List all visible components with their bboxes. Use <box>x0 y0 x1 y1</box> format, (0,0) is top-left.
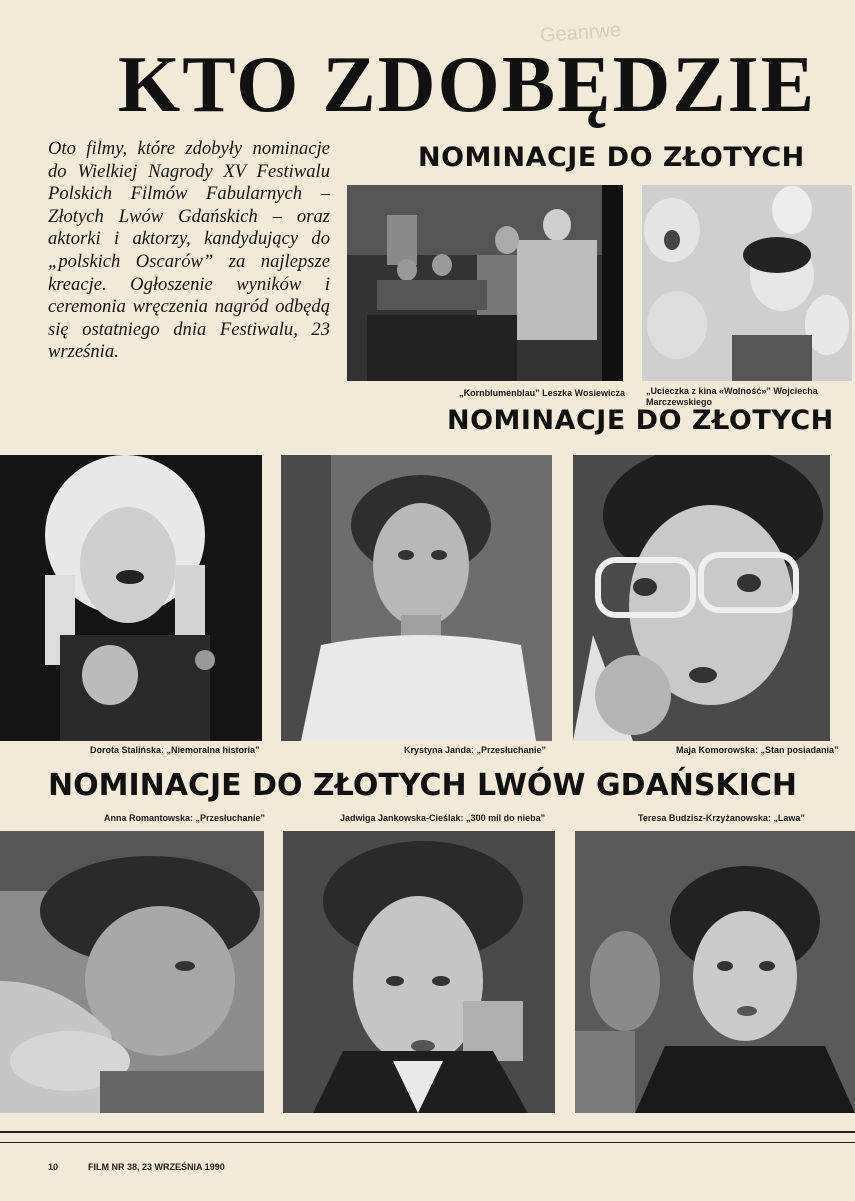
section-title-lead-actresses: NOMINACJE DO ZŁOTYCH <box>447 405 834 436</box>
caption-support1: Anna Romantowska: „Przesłuchanie” <box>104 813 266 823</box>
film-still-graphic <box>347 185 623 381</box>
headline: KTO ZDOBĘDZIE <box>118 41 817 129</box>
caption-lead1: Dorota Stalińska: „Niemoralna historia” <box>90 745 260 755</box>
caption-film1: „Kornblumenblau” Leszka Wosiewicza <box>459 388 625 398</box>
caption-support2: Jadwiga Jankowska-Cieślak: „300 mil do nieba” <box>340 813 546 823</box>
portrait-graphic <box>283 831 555 1113</box>
section-title-supporting-actresses: NOMINACJE DO ZŁOTYCH LWÓW GDAŃSKICH <box>48 768 797 803</box>
footer-rule-thick <box>0 1131 855 1133</box>
portrait-graphic <box>573 455 830 741</box>
photo-teresa-budzisz-krzyzanowska <box>575 831 855 1113</box>
film-photo-kornblumenblau <box>347 185 623 381</box>
portrait-graphic <box>0 455 262 741</box>
photo-anna-romantowska <box>0 831 264 1113</box>
caption-support3: Teresa Budzisz-Krzyżanowska: „Lawa” <box>638 813 805 823</box>
footer-rule-thin <box>0 1142 855 1143</box>
page-number: 10 <box>48 1162 59 1172</box>
caption-film2: „Ucieczka z kina «Wolność»” Wojciecha Marczewskiego <box>646 386 818 407</box>
portrait-graphic <box>575 831 855 1113</box>
intro-paragraph: Oto filmy, które zdobyły nominacje do Wielkiej Nagrody XV Festiwalu Polskich Filmów Fabularnych – Złotych Lwów Gdańskich – oraz aktorki i aktorzy, kandydujący do „polskich Oscarów” za najlepsze kreacje. Ogłoszenie wyników i ceremonia wręczenia nagród odbędą się ostatniego dnia Festiwalu, 23 września. <box>48 138 330 363</box>
faint-stamp-text: Geanrwe <box>539 19 622 47</box>
issue-info: FILM NR 38, 23 WRZEŚNIA 1990 <box>88 1162 225 1172</box>
photo-dorota-stalinska <box>0 455 262 741</box>
photo-jadwiga-jankowska-cieslak <box>283 831 555 1113</box>
film-photo-ucieczka <box>642 185 852 381</box>
film-still-graphic <box>642 185 852 381</box>
caption-lead3: Maja Komorowska: „Stan posiadania” <box>676 745 839 755</box>
portrait-graphic <box>281 455 552 741</box>
photo-krystyna-janda <box>281 455 552 741</box>
photo-maja-komorowska <box>573 455 830 741</box>
section-title-films: NOMINACJE DO ZŁOTYCH <box>418 142 805 173</box>
portrait-graphic <box>0 831 264 1113</box>
caption-lead2: Krystyna Janda: „Przesłuchanie” <box>404 745 547 755</box>
